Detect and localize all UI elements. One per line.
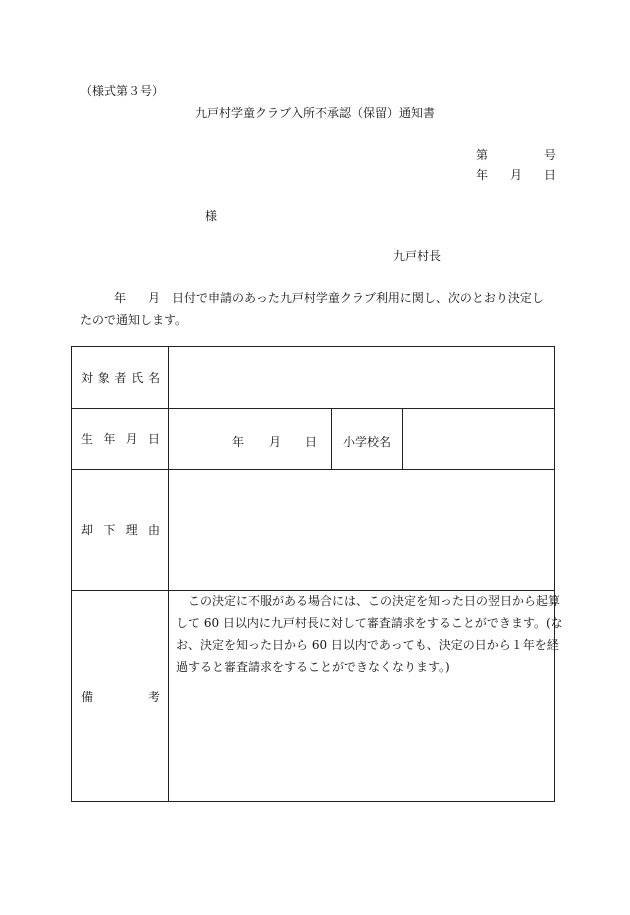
body-month: 月 (148, 291, 161, 305)
birthdate-year: 年 (232, 435, 245, 449)
date-month: 月 (510, 168, 523, 182)
school-name-field[interactable] (403, 409, 555, 469)
rejection-reason-field[interactable] (169, 470, 555, 590)
notice-table (71, 346, 563, 802)
body-text-line2: たので通知します。 (80, 313, 188, 327)
doc-number-label: 第 (476, 148, 489, 162)
form-number: （様式第３号） (80, 84, 165, 98)
subject-name-label: 対 象 者 氏 名 (81, 371, 160, 385)
addressee-honorific: 様 (205, 209, 218, 223)
remarks-text (176, 590, 563, 678)
rejection-reason-label: 却 下 理 由 (81, 523, 160, 537)
column-divider (331, 408, 332, 469)
issuer-name: 九戸村長 (393, 249, 442, 263)
remarks-line: この決定に不服がある場合には、この決定を知った日の翌日から起算 (176, 594, 561, 608)
document-title: 九戸村学童クラブ入所不承認（保留）通知書 (194, 106, 435, 120)
remarks-line: して 60 日以内に九戸村長に対して審査請求をすることができます。(な (176, 616, 563, 630)
birthdate-label: 生 年 月 日 (81, 432, 160, 446)
school-name-label: 小学校名 (343, 435, 392, 449)
body-year: 年 (114, 291, 127, 305)
remarks-line: お、決定を知った日から 60 日以内であっても、決定の日から１年を経 (176, 638, 559, 652)
body-text: 日付で申請のあった九戸村学童クラブ利用に関し、次のとおり決定し (172, 291, 544, 305)
subject-name-field[interactable] (169, 347, 555, 408)
remarks-label: 備 考 (81, 689, 160, 704)
remarks-line: 過すると審査請求をすることができなくなります。) (176, 660, 450, 674)
birthdate-day: 日 (305, 435, 318, 449)
birthdate-month: 月 (269, 435, 282, 449)
doc-number-suffix: 号 (544, 148, 557, 162)
date-year: 年 (476, 168, 489, 182)
date-day: 日 (544, 168, 557, 182)
